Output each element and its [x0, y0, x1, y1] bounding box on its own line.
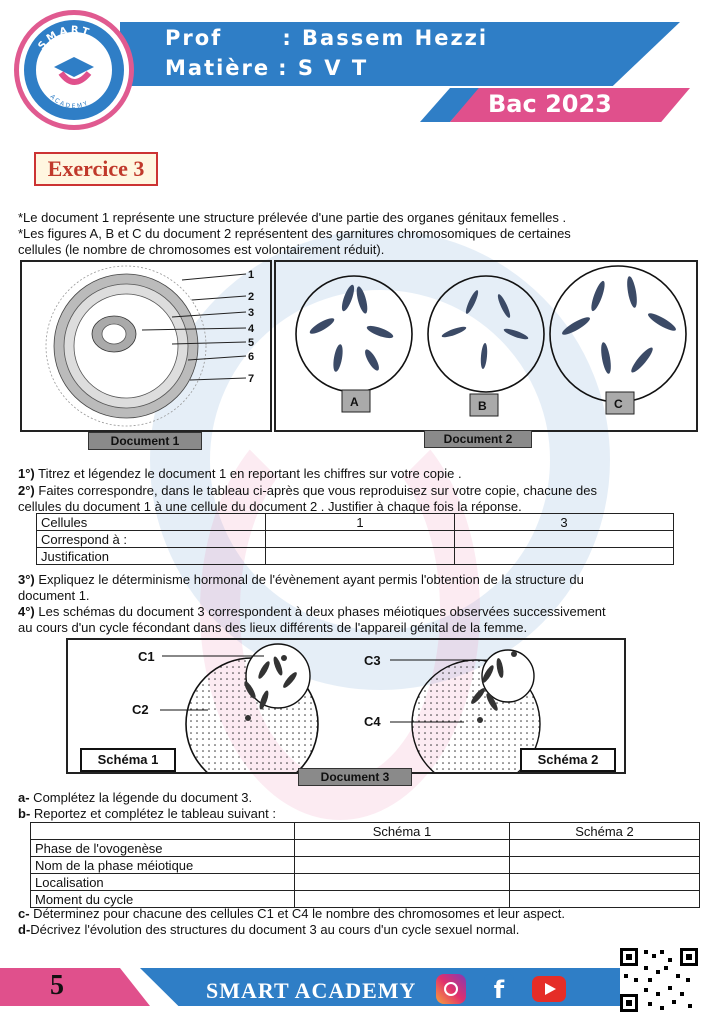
- q1-text: Titrez et légendez le document 1 en reportant les chiffres sur votre copie .: [34, 466, 462, 481]
- cell-b-label: B: [478, 399, 487, 413]
- label-c4: C4: [364, 714, 381, 729]
- doc1-number-6: 6: [248, 351, 255, 363]
- table-row: [31, 874, 700, 891]
- table-header: Schéma 2: [510, 823, 700, 840]
- question-4-line-2: au cours d'un cycle fécondant dans des lieux différents de l'appareil génital de la femme.: [18, 620, 528, 635]
- table-cell: [455, 531, 674, 548]
- doc1-number-3: 3: [248, 307, 255, 319]
- question-d: [18, 922, 519, 937]
- qa-number: a-: [18, 790, 30, 805]
- question-a: [18, 790, 252, 805]
- table-cell: Localisation: [31, 874, 295, 891]
- doc1-number-5: 5: [248, 337, 255, 349]
- intro-line-3: cellules (le nombre de chromosomes est volontairement réduit).: [18, 242, 385, 257]
- qc-text: Déterminez pour chacune des cellules C1 et C4 le nombre des chromosomes et leur aspect.: [29, 906, 565, 921]
- label-c1: C1: [138, 649, 155, 664]
- qc-number: c-: [18, 906, 30, 921]
- cell-c-label: C: [614, 397, 623, 411]
- doc1-number-2: 2: [248, 291, 255, 303]
- intro-line-2: *Les figures A, B et C du document 2 représentent des garnitures chromosomiques de certaines: [18, 226, 571, 241]
- q3-number: 3°): [18, 572, 35, 587]
- prof-line: [165, 26, 488, 50]
- table-cell: [510, 840, 700, 857]
- qr-code-graphic: [620, 948, 698, 1012]
- question-2-line-2: cellules du document 1 à une cellule du document 2 . Justifier à chaque fois la réponse.: [18, 499, 522, 514]
- q1-number: 1°): [18, 466, 35, 481]
- bac-year: Bac 2023: [488, 90, 612, 118]
- logo-graphic: [19, 15, 129, 125]
- document-1-label: Document 1: [88, 432, 202, 450]
- table-cell: [266, 548, 455, 565]
- document-2-label: Document 2: [424, 430, 532, 448]
- question-3-line-1: [18, 572, 584, 587]
- schema-1-label: Schéma 1: [80, 748, 176, 772]
- table-cell: [510, 874, 700, 891]
- chromosome-cells: [276, 262, 696, 430]
- question-4-line-1: [18, 604, 606, 619]
- facebook-icon[interactable]: f: [484, 974, 514, 1004]
- schema-2-label: Schéma 2: [520, 748, 616, 772]
- table-row: [37, 531, 674, 548]
- q2-number: 2°): [18, 483, 35, 498]
- q4-text-1: Les schémas du document 3 correspondent à deux phases méiotiques observées successivement: [34, 604, 606, 619]
- document-2-box: [274, 260, 698, 432]
- matiere-value: : S V T: [278, 56, 369, 80]
- qr-code: [620, 948, 698, 1012]
- youtube-icon[interactable]: [532, 976, 566, 1002]
- document-3-label: Document 3: [298, 768, 412, 786]
- cell-a-label: A: [350, 395, 359, 409]
- table-cell: Correspond à :: [37, 531, 266, 548]
- question-b: [18, 806, 276, 821]
- table-cell: [455, 548, 674, 565]
- table-cell: 3: [455, 514, 674, 531]
- logo-top-text: SMART: [36, 24, 93, 52]
- doc1-number-1: 1: [248, 269, 255, 281]
- qa-text: Complétez la légende du document 3.: [29, 790, 253, 805]
- page-number: 5: [50, 970, 64, 1001]
- table-header: [31, 823, 295, 840]
- table-cell: Cellules: [37, 514, 266, 531]
- table-cell: [295, 891, 510, 908]
- table-cell: [510, 891, 700, 908]
- table-row: [31, 891, 700, 908]
- footer-brand: SMART ACADEMY: [206, 978, 417, 1003]
- matiere-label: Matière: [165, 56, 271, 80]
- footer-pink-band: [0, 968, 150, 1006]
- intro-line-1: *Le document 1 représente une structure prélevée d'une partie des organes génitaux femelles .: [18, 210, 567, 225]
- table-row: [31, 840, 700, 857]
- exercise-title: Exercice 3: [34, 152, 158, 186]
- qb-text: Reportez et complétez le tableau suivant :: [30, 806, 276, 821]
- table-row: [37, 548, 674, 565]
- qb-number: b-: [18, 806, 31, 821]
- table-cell: Phase de l'ovogenèse: [31, 840, 295, 857]
- table-row: [37, 514, 674, 531]
- question-1: [18, 466, 462, 481]
- q2-text-1: Faites correspondre, dans le tableau ci-après que vous reproduisez sur votre copie, chacune des: [34, 483, 597, 498]
- q4-number: 4°): [18, 604, 35, 619]
- correspondence-table: [36, 513, 674, 565]
- table-header-row: [31, 823, 700, 840]
- logo-bottom-text: ACADEMY: [48, 93, 91, 111]
- label-c3: C3: [364, 653, 381, 668]
- question-2-line-1: [18, 483, 597, 498]
- table-row: [31, 857, 700, 874]
- table-cell: [295, 840, 510, 857]
- question-c: [18, 906, 565, 921]
- matiere-line: [165, 56, 368, 80]
- prof-label: Prof: [165, 26, 223, 50]
- table-cell: [510, 857, 700, 874]
- doc1-number-4: 4: [248, 323, 255, 335]
- follicle-diagram: [22, 262, 270, 430]
- instagram-icon[interactable]: [436, 974, 466, 1004]
- document-1-box: [20, 260, 272, 432]
- prof-value: : Bassem Hezzi: [282, 26, 489, 50]
- table-cell: Moment du cycle: [31, 891, 295, 908]
- question-3-line-2: document 1.: [18, 588, 90, 603]
- table-cell: Nom de la phase méiotique: [31, 857, 295, 874]
- label-c2: C2: [132, 702, 149, 717]
- table-cell: [295, 874, 510, 891]
- q3-text-1: Expliquez le déterminisme hormonal de l'évènement ayant permis l'obtention de la structure du: [34, 572, 584, 587]
- table-cell: [266, 531, 455, 548]
- doc1-number-7: 7: [248, 373, 255, 385]
- qd-text: Décrivez l'évolution des structures du document 3 au cours d'un cycle sexuel normal.: [30, 922, 520, 937]
- table-cell: Justification: [37, 548, 266, 565]
- table-cell: [295, 857, 510, 874]
- table-cell: 1: [266, 514, 455, 531]
- smart-academy-logo: [14, 10, 134, 130]
- table-header: Schéma 1: [295, 823, 510, 840]
- qd-number: d-: [18, 922, 31, 937]
- ovogenesis-table: [30, 822, 700, 908]
